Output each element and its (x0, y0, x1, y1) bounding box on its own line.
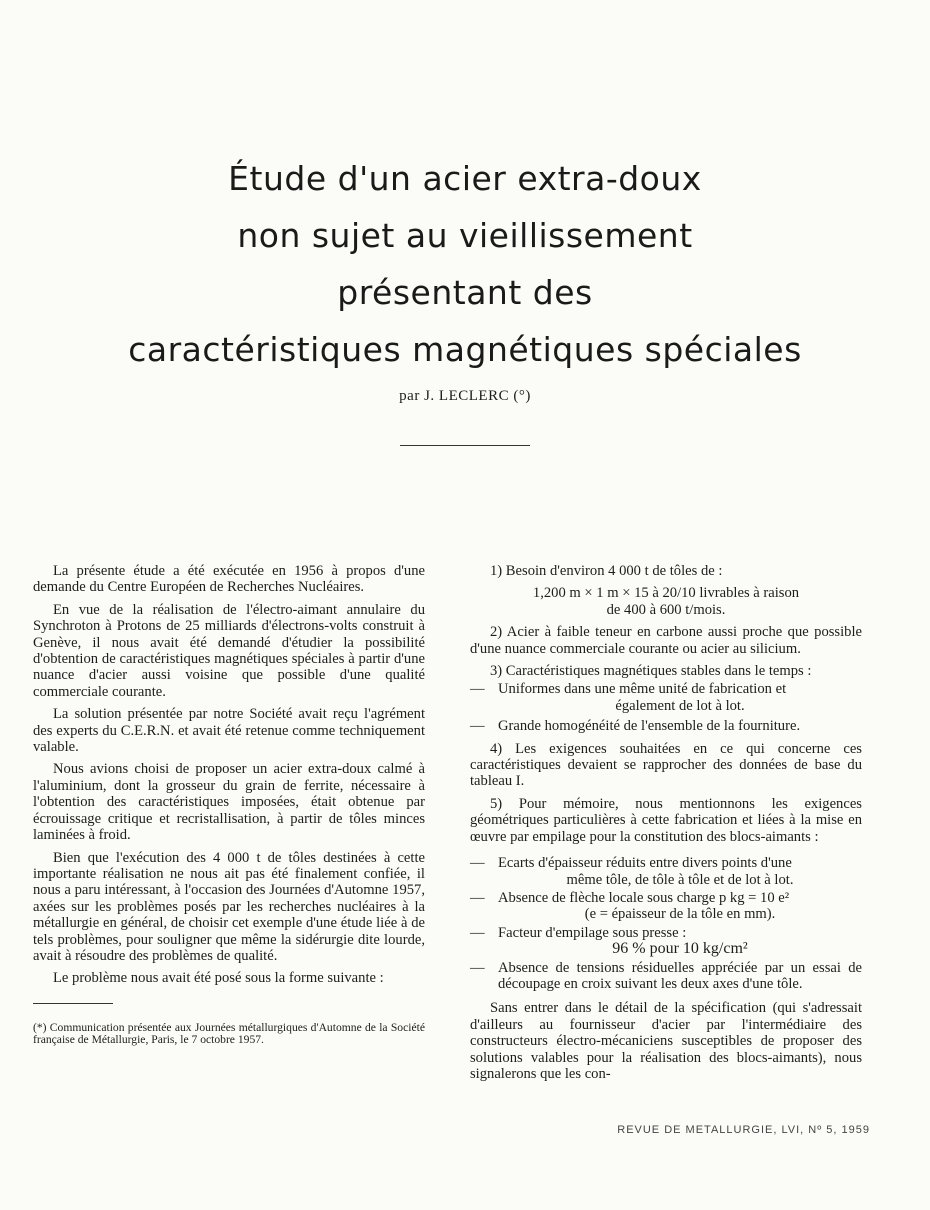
dash-text: Facteur d'empilage sous presse : (498, 924, 687, 941)
paragraph: En vue de la réalisation de l'électro-aimant annulaire du Synchroton à Protons de 25 milliards d'électrons-volts construit à Genève, il nous avait été demandé d'étudier la possibilité d'obtention de caractéristiques magnétiques spéciales à partir d'une nuance d'acier aussi voisine que possible d'une qualité commerciale courante. (33, 601, 425, 700)
dash-item-tensions: — Absence de tensions résiduelles appréciée par un essai de découpage en croix suivant les deux axes d'une tôle. (470, 959, 862, 992)
list-item-3: 3) Caractéristiques magnétiques stables dans le temps : (490, 663, 812, 680)
list-item-2: 2) Acier à faible teneur en carbone aussi proche que possible d'une nuance commerciale courante ou acier au silicium. (470, 624, 862, 657)
title-line-2: non sujet au vieillissement (237, 216, 693, 255)
paragraph: La solution présentée par notre Société avait reçu l'agrément des experts du C.E.R.N. et avait été retenue comme techniquement valable. (33, 706, 425, 756)
dash-item-ecarts-cont: même tôle, de tôle à tôle et de lot à lot. (566, 871, 794, 888)
dash-item-uniformes: — Uniformes dans une même unité de fabrication et (470, 681, 787, 698)
left-column (33, 563, 425, 1047)
article-header (0, 150, 930, 446)
dash-item-uniformes-cont: également de lot à lot. (615, 697, 745, 714)
paragraph: Nous avions choisi de proposer un acier extra-doux calmé à l'aluminium, dont la grosseur du grain de ferrite, nécessaire à l'obtention des caractéristiques imposées, était obtenue par écrouissage critique et recristallisation, à partir de tôles minces laminées à froid. (33, 761, 425, 844)
title-line-3: présentant des (337, 273, 593, 312)
right-column (470, 563, 862, 1088)
running-footer: REVUE DE METALLURGIE, LVI, Nº 5, 1959 (617, 1124, 870, 1136)
dash-item-fleche-cont: (e = épaisseur de la tôle en mm). (584, 906, 776, 923)
title-divider (400, 445, 530, 446)
dash-text: Ecarts d'épaisseur réduits entre divers points d'une (498, 855, 792, 872)
dash-item-ecarts: — Ecarts d'épaisseur réduits entre divers points d'une (470, 855, 792, 872)
dash-text: Uniformes dans une même unité de fabrication et (498, 681, 787, 698)
dash-item-fleche: — Absence de flèche locale sous charge p kg = 10 e² (470, 889, 790, 906)
footnote: (*) Communication présentée aux Journées métallurgiques d'Automne de la Société française de Métallurgie, Paris, le 7 octobre 1957. (33, 1020, 425, 1047)
paragraph-closing: Sans entrer dans le détail de la spécification (qui s'adressait d'ailleurs au fournisseur d'acier par l'intermédiaire des constructeurs électro-mécaniciens susceptibles de proposer des solutions valables pour la réalisation des blocs-aimants), nous signalerons que les con- (470, 1000, 862, 1082)
dash-item-facteur: — Facteur d'empilage sous presse : (470, 924, 687, 941)
dash-item-homogeneite: — Grande homogénéité de l'ensemble de la fourniture. (470, 718, 801, 735)
list-item-1-dimensions: 1,200 m × 1 m × 15 à 20/10 livrables à raison (532, 585, 800, 602)
dash-item-facteur-cont: 96 % pour 10 kg/cm² (612, 940, 748, 958)
list-item-1-delivery: de 400 à 600 t/mois. (606, 601, 726, 618)
list-item-1: 1) Besoin d'environ 4 000 t de tôles de : (490, 563, 723, 579)
author-byline: par J. LECLERC (°) (399, 388, 531, 404)
list-item-4: 4) Les exigences souhaitées en ce qui concerne ces caractéristiques devaient se rapprocher des données de base du tableau I. (470, 740, 862, 790)
dash-text: Absence de flèche locale sous charge p kg = 10 e² (498, 889, 790, 906)
paragraph: Le problème nous avait été posé sous la forme suivante : (53, 970, 384, 987)
list-item-5: 5) Pour mémoire, nous mentionnons les exigences géométriques particulières à cette fabrication et liées à la mise en œuvre par empilage pour la constitution des blocs-aimants : (470, 795, 862, 845)
paragraph: Bien que l'exécution des 4 000 t de tôles destinées à cette importante réalisation ne nous ait pas été finalement confiée, il nous a paru intéressant, à l'occasion des Journées d'Automne 1957, axées sur les problèmes posés par les recherches nucléaires à la métallurgie en général, de choisir cet exemple d'une étude liée à de tels problèmes, pour souligner que même la sidérurgie dite lourde, avait à résoudre des problèmes de qualité. (33, 849, 425, 964)
footnote-divider (33, 1003, 113, 1004)
title-line-1: Étude d'un acier extra-doux (228, 159, 702, 198)
title-line-4: caractéristiques magnétiques spéciales (128, 330, 802, 369)
paragraph: La présente étude a été exécutée en 1956 à propos d'une demande du Centre Européen de Recherches Nucléaires. (33, 563, 425, 596)
dash-text: Absence de tensions résiduelles appréciée par un essai de découpage en croix suivant les deux axes d'une tôle. (498, 959, 862, 992)
dash-text: Grande homogénéité de l'ensemble de la fourniture. (498, 718, 801, 735)
